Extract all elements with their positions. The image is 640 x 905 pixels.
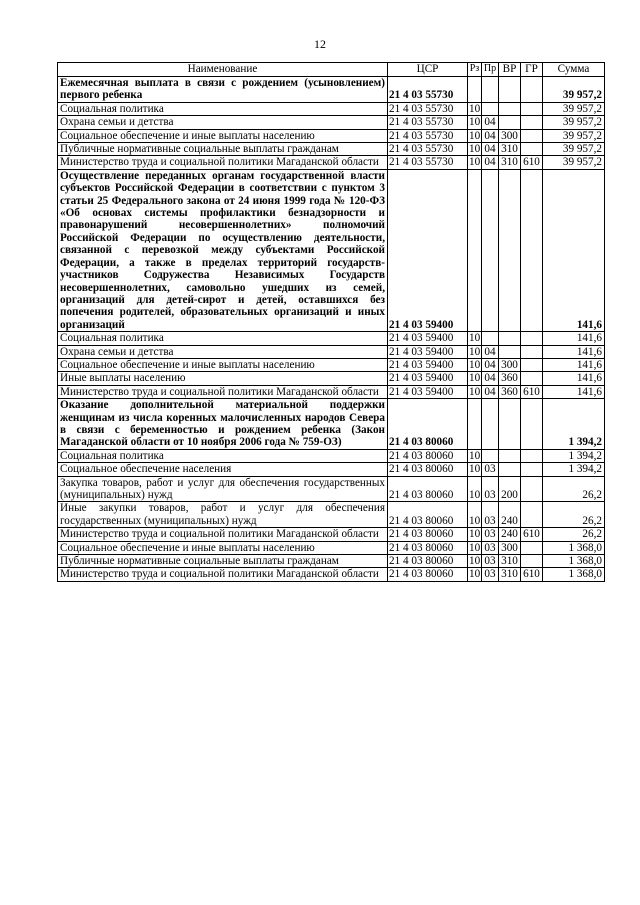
cell-csr: 21 4 03 80060 — [388, 541, 468, 554]
cell-csr: 21 4 03 80060 — [388, 555, 468, 568]
cell-name: Иные закупки товаров, работ и услуг для обеспечения государственных (муниципальных) нужд — [58, 502, 388, 528]
cell-sum: 1 394,2 — [543, 449, 605, 462]
cell-csr: 21 4 03 80060 — [388, 528, 468, 541]
cell-gr: 610 — [521, 528, 543, 541]
cell-pr: 04 — [482, 129, 499, 142]
cell-vr — [499, 449, 521, 462]
table-row — [58, 345, 605, 358]
table-row — [58, 358, 605, 371]
cell-vr: 240 — [499, 502, 521, 528]
table-row — [58, 568, 605, 581]
cell-name: Осуществление переданных органам государственной власти субъектов Российской Федерации в соответствии с пунктом 3 статьи 25 Федерального закона от 24 июня 1999 года № 120-ФЗ «Об основах системы профилактики безнадзорности и правонарушений несовершеннолетних» полномочий Российской Федерации по осуществлению деятельности, связанной с перевозкой между субъектами Российской Федерации, а также в пределах территорий государств-участников Содружества Независимых Государств несовершеннолетних, самовольно ушедших из семей, организаций для детей-сирот и детей, оставшихся без попечения родителей, образовательных организаций и иных организаций — [58, 169, 388, 331]
cell-name: Охрана семьи и детства — [58, 345, 388, 358]
cell-csr: 21 4 03 55730 — [388, 116, 468, 129]
cell-gr — [521, 116, 543, 129]
cell-pr: 03 — [482, 463, 499, 476]
cell-rz: 10 — [469, 102, 481, 115]
cell-pr — [482, 102, 499, 115]
cell-rz: 10 — [469, 463, 481, 476]
cell-pr: 03 — [482, 541, 499, 554]
table-row — [58, 332, 605, 345]
cell-sum: 39 957,2 — [543, 116, 605, 129]
cell-gr — [521, 143, 543, 156]
cell-sum: 26,2 — [543, 528, 605, 541]
cell-sum: 26,2 — [543, 502, 605, 528]
cell-vr: 300 — [499, 358, 521, 371]
cell-vr — [499, 77, 521, 103]
cell-rz — [468, 169, 482, 331]
cell-rz: 10 — [468, 476, 482, 502]
column-header-sum: Сумма — [543, 63, 605, 77]
cell-rz — [468, 77, 482, 103]
cell-name: Министерство труда и социальной политики Магаданской области — [58, 385, 388, 398]
cell-csr: 21 4 03 59400 — [388, 358, 468, 371]
cell-sum: 39 957,2 — [543, 156, 605, 169]
column-header-gr: ГР — [521, 63, 543, 77]
cell-name: Министерство труда и социальной политики Магаданской области — [58, 568, 388, 581]
cell-pr: 04 — [482, 156, 499, 169]
cell-sum: 39 957,2 — [543, 129, 605, 142]
cell-pr — [482, 77, 499, 103]
cell-sum: 141,6 — [543, 169, 605, 331]
cell-gr — [521, 358, 543, 371]
cell-sum: 39 957,2 — [543, 143, 605, 156]
cell-vr — [499, 332, 521, 345]
cell-sum: 39 957,2 — [543, 77, 605, 103]
cell-gr — [521, 541, 543, 554]
cell-rz: 10 — [469, 156, 481, 169]
cell-pr: 03 — [482, 568, 499, 581]
table-body — [58, 77, 605, 582]
cell-csr: 21 4 03 55730 — [388, 143, 468, 156]
cell-pr: 04 — [482, 345, 499, 358]
cell-csr: 21 4 03 59400 — [388, 385, 468, 398]
cell-name: Ежемесячная выплата в связи с рождением (усыновлением) первого ребенка — [58, 77, 388, 103]
cell-rz: 10 — [469, 449, 481, 462]
cell-name: Социальное обеспечение и иные выплаты населению — [58, 358, 388, 371]
cell-pr: 03 — [482, 555, 499, 568]
cell-gr — [521, 399, 543, 450]
cell-sum: 1 394,2 — [543, 463, 605, 476]
cell-gr — [521, 129, 543, 142]
cell-sum: 1 368,0 — [543, 541, 605, 554]
cell-csr: 21 4 03 59400 — [388, 345, 468, 358]
cell-sum: 39 957,2 — [543, 102, 605, 115]
cell-gr — [521, 463, 543, 476]
table-row — [58, 129, 605, 142]
cell-rz — [468, 399, 482, 450]
cell-gr: 610 — [521, 156, 543, 169]
cell-vr: 360 — [499, 385, 521, 398]
cell-rz: 10 — [469, 143, 481, 156]
table-row — [58, 399, 605, 450]
cell-pr: 04 — [482, 385, 499, 398]
budget-table — [57, 62, 605, 582]
cell-vr: 360 — [499, 372, 521, 385]
cell-vr: 200 — [499, 476, 521, 502]
cell-rz: 10 — [469, 528, 481, 541]
cell-csr: 21 4 03 55730 — [388, 77, 468, 103]
cell-rz: 10 — [469, 541, 481, 554]
cell-name: Социальное обеспечение населения — [58, 463, 388, 476]
cell-vr: 310 — [499, 156, 521, 169]
cell-name: Социальное обеспечение и иные выплаты населению — [58, 541, 388, 554]
cell-name: Публичные нормативные социальные выплаты гражданам — [58, 143, 388, 156]
cell-name: Закупка товаров, работ и услуг для обеспечения государственных (муниципальных) нужд — [58, 476, 388, 502]
cell-name: Охрана семьи и детства — [58, 116, 388, 129]
cell-rz: 10 — [469, 129, 481, 142]
cell-name: Иные выплаты населению — [58, 372, 388, 385]
cell-rz: 10 — [469, 568, 481, 581]
table-row — [58, 502, 605, 528]
table-row — [58, 156, 605, 169]
column-header-csr: ЦСР — [388, 63, 468, 77]
cell-sum: 1 368,0 — [543, 555, 605, 568]
cell-csr: 21 4 03 80060 — [388, 476, 468, 502]
cell-pr: 03 — [482, 502, 499, 528]
cell-csr: 21 4 03 80060 — [388, 463, 468, 476]
cell-gr — [521, 345, 543, 358]
cell-gr — [521, 502, 543, 528]
page-number: 12 — [314, 37, 326, 51]
cell-gr — [521, 102, 543, 115]
cell-vr — [499, 102, 521, 115]
table-row — [58, 463, 605, 476]
cell-vr: 300 — [499, 129, 521, 142]
cell-rz: 10 — [468, 502, 482, 528]
cell-sum: 141,6 — [543, 345, 605, 358]
cell-gr: 610 — [521, 568, 543, 581]
cell-sum: 26,2 — [543, 476, 605, 502]
cell-sum: 1 394,2 — [543, 399, 605, 450]
cell-pr: 04 — [482, 116, 499, 129]
column-header-name: Наименование — [58, 63, 388, 77]
cell-gr — [521, 372, 543, 385]
cell-sum: 141,6 — [543, 358, 605, 371]
cell-csr: 21 4 03 59400 — [388, 332, 468, 345]
table-row — [58, 372, 605, 385]
cell-vr — [499, 169, 521, 331]
cell-pr: 03 — [482, 528, 499, 541]
table-row — [58, 385, 605, 398]
cell-gr — [521, 449, 543, 462]
cell-csr: 21 4 03 59400 — [388, 169, 468, 331]
cell-csr: 21 4 03 55730 — [388, 102, 468, 115]
cell-csr: 21 4 03 80060 — [388, 449, 468, 462]
cell-rz: 10 — [469, 345, 481, 358]
cell-vr: 310 — [499, 568, 521, 581]
cell-name: Публичные нормативные социальные выплаты гражданам — [58, 555, 388, 568]
table-row — [58, 169, 605, 331]
cell-csr: 21 4 03 80060 — [388, 568, 468, 581]
column-header-pr: Пр — [482, 63, 499, 77]
table-row — [58, 77, 605, 103]
cell-vr: 300 — [499, 541, 521, 554]
table-row — [58, 449, 605, 462]
cell-name: Социальное обеспечение и иные выплаты населению — [58, 129, 388, 142]
cell-pr — [482, 332, 499, 345]
cell-pr: 03 — [482, 476, 499, 502]
table-row — [58, 116, 605, 129]
cell-sum: 1 368,0 — [543, 568, 605, 581]
cell-csr: 21 4 03 55730 — [388, 129, 468, 142]
cell-pr — [482, 169, 499, 331]
cell-vr: 240 — [499, 528, 521, 541]
table-row — [58, 541, 605, 554]
cell-vr: 310 — [499, 143, 521, 156]
column-header-rz: Рз — [468, 63, 482, 77]
cell-rz: 10 — [469, 116, 481, 129]
cell-sum: 141,6 — [543, 385, 605, 398]
cell-pr — [482, 449, 499, 462]
cell-name: Социальная политика — [58, 332, 388, 345]
cell-name: Оказание дополнительной материальной поддержки женщинам из числа коренных малочисленных народов Севера в связи с беременностью и рождением ребенка (Закон Магаданской области от 10 ноября 2006 года № 759-ОЗ) — [58, 399, 388, 450]
cell-gr — [521, 77, 543, 103]
table-row — [58, 143, 605, 156]
cell-gr — [521, 555, 543, 568]
cell-name: Социальная политика — [58, 449, 388, 462]
cell-csr: 21 4 03 80060 — [388, 399, 468, 450]
cell-name: Министерство труда и социальной политики Магаданской области — [58, 156, 388, 169]
cell-rz: 10 — [469, 555, 481, 568]
cell-name: Социальная политика — [58, 102, 388, 115]
cell-pr — [482, 399, 499, 450]
cell-csr: 21 4 03 59400 — [388, 372, 468, 385]
cell-sum: 141,6 — [543, 332, 605, 345]
cell-rz: 10 — [469, 385, 481, 398]
cell-vr — [499, 399, 521, 450]
cell-rz: 10 — [469, 332, 481, 345]
cell-vr — [499, 345, 521, 358]
table-row — [58, 102, 605, 115]
cell-pr: 04 — [482, 358, 499, 371]
cell-csr: 21 4 03 55730 — [388, 156, 468, 169]
cell-csr: 21 4 03 80060 — [388, 502, 468, 528]
table-header-row — [58, 63, 605, 77]
cell-gr — [521, 332, 543, 345]
cell-rz: 10 — [469, 372, 481, 385]
cell-gr: 610 — [521, 385, 543, 398]
table-row — [58, 476, 605, 502]
cell-vr: 310 — [499, 555, 521, 568]
table-row — [58, 555, 605, 568]
column-header-vr: ВР — [499, 63, 521, 77]
cell-pr: 04 — [482, 143, 499, 156]
table-row — [58, 528, 605, 541]
cell-rz: 10 — [469, 358, 481, 371]
cell-pr: 04 — [482, 372, 499, 385]
cell-name: Министерство труда и социальной политики Магаданской области — [58, 528, 388, 541]
cell-vr — [499, 463, 521, 476]
cell-sum: 141,6 — [543, 372, 605, 385]
cell-gr — [521, 169, 543, 331]
cell-vr — [499, 116, 521, 129]
cell-gr — [521, 476, 543, 502]
